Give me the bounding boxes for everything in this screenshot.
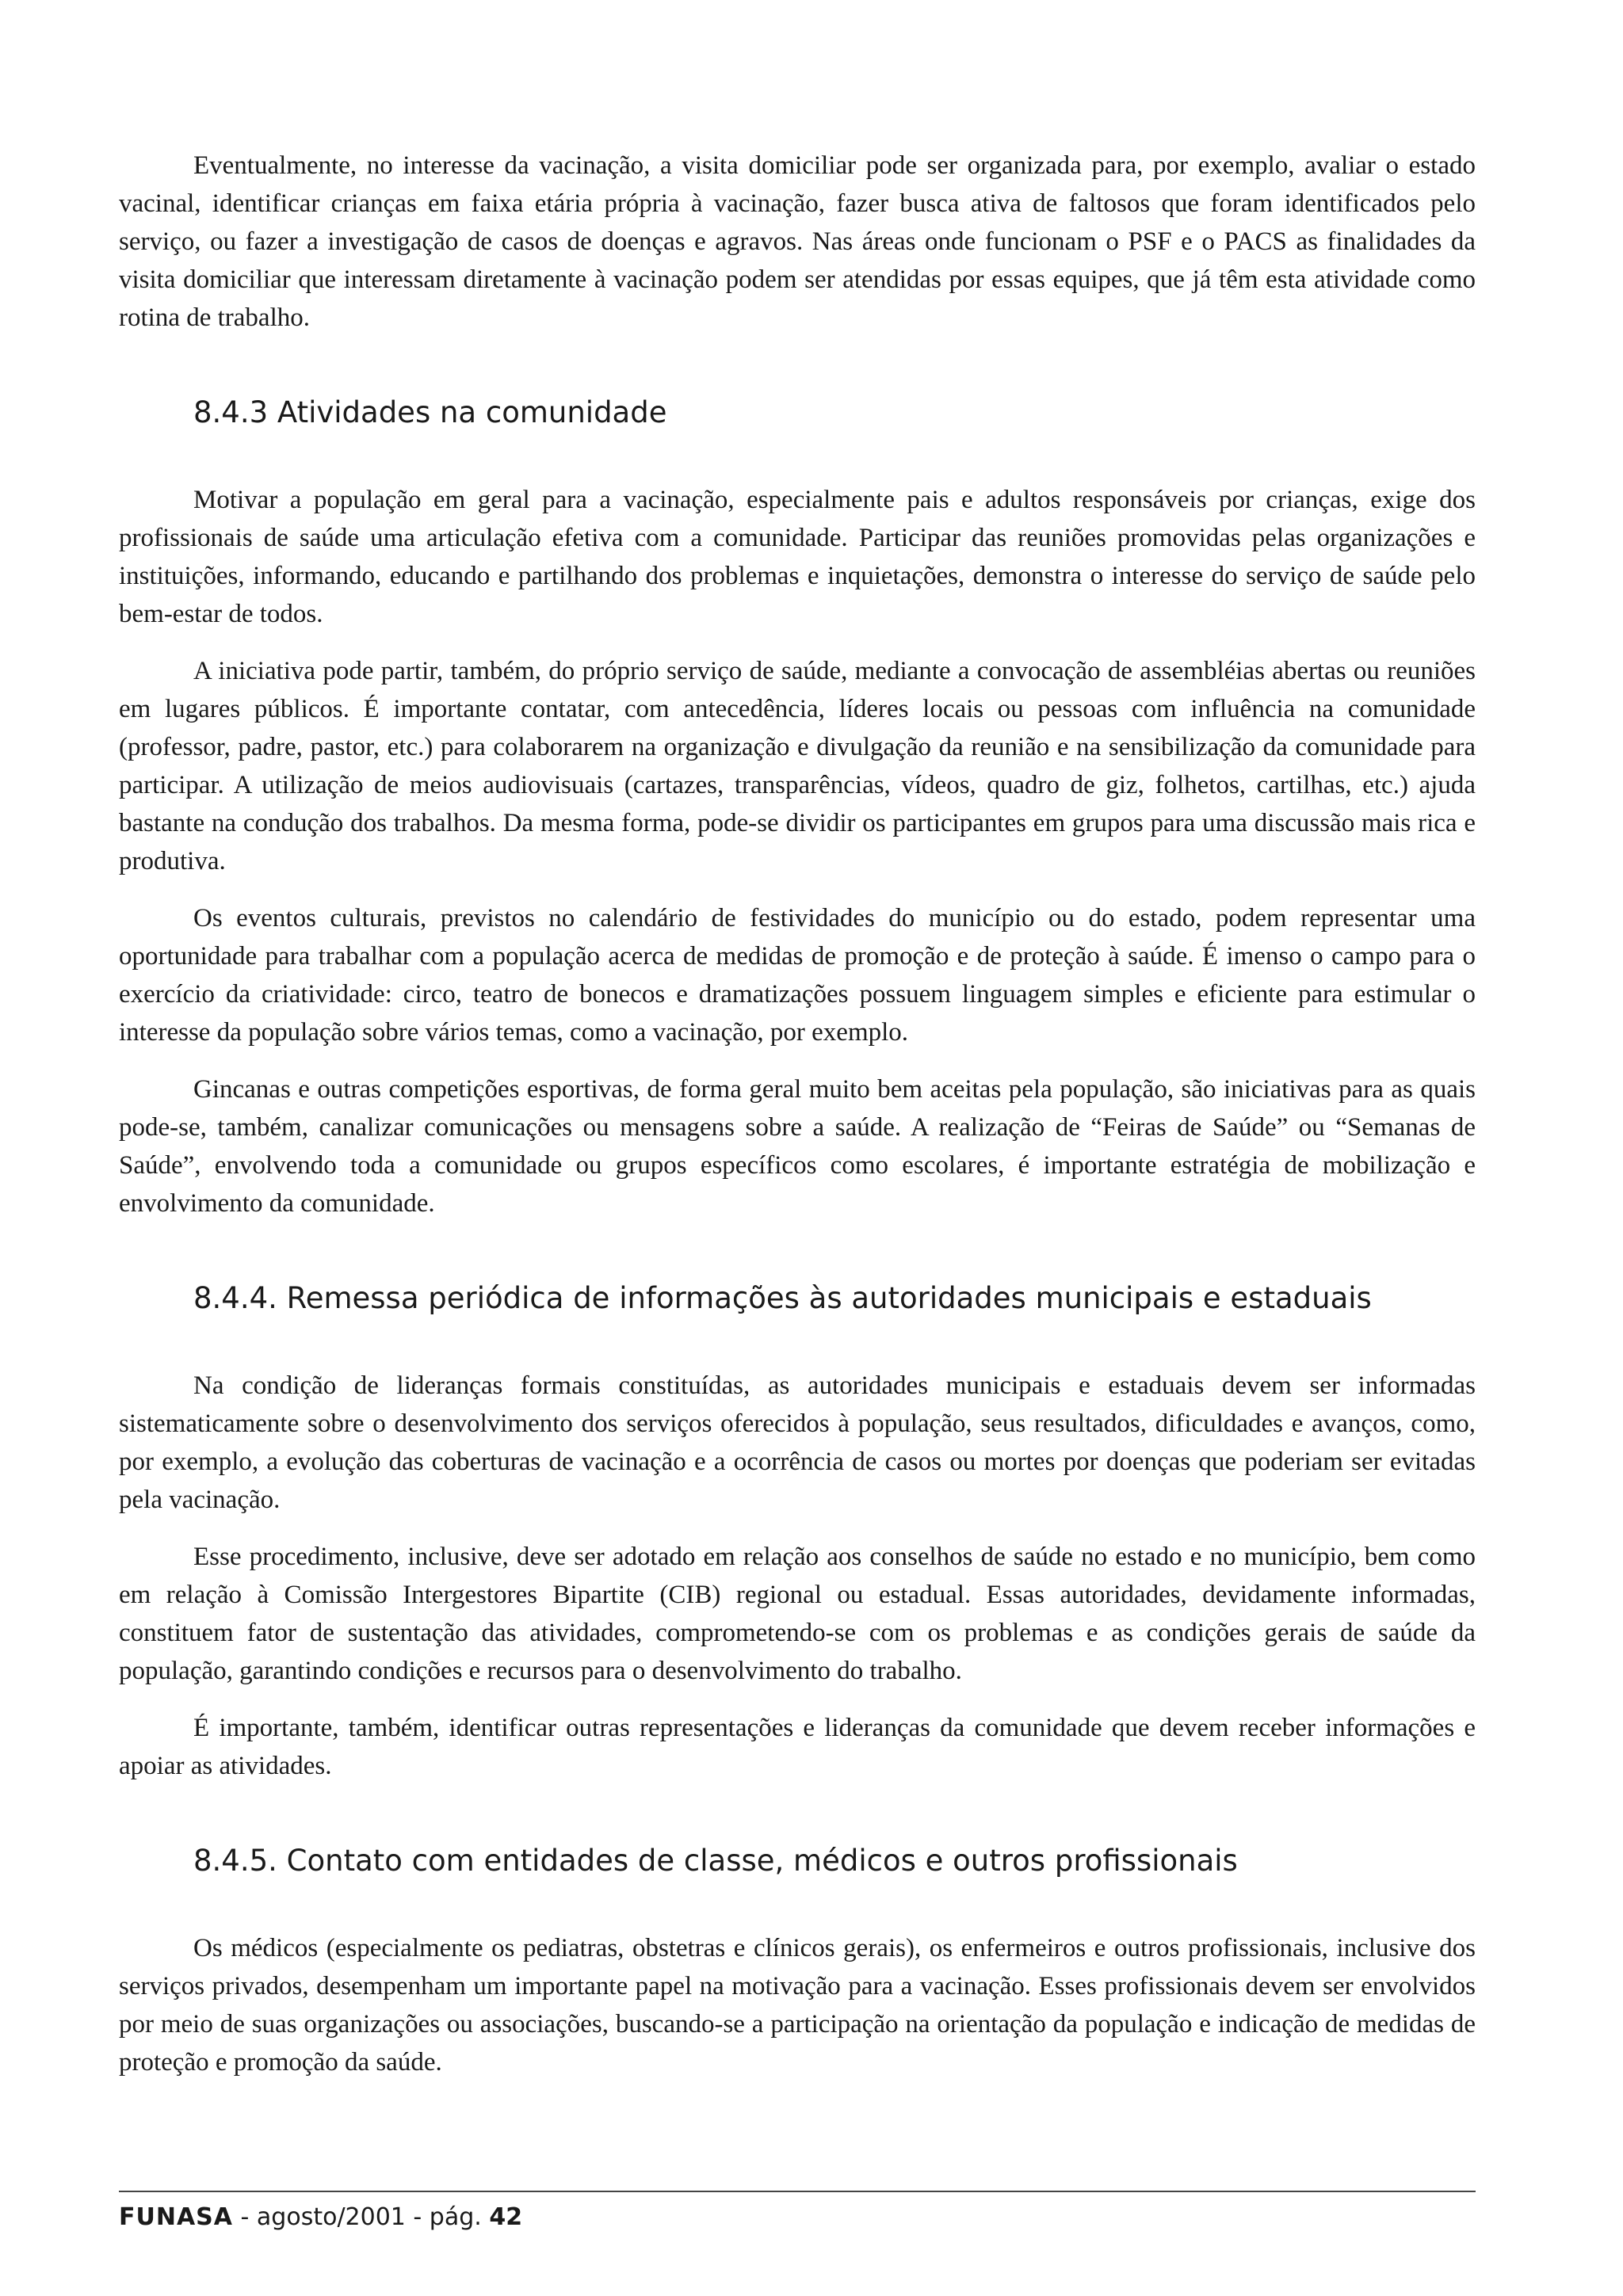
section-heading-8-4-5: 8.4.5. Contato com entidades de classe, médicos e outros profissionais: [193, 1844, 1238, 1878]
footer-date: - agosto/2001 - pág.: [233, 2203, 490, 2231]
section-heading-8-4-4: 8.4.4. Remessa periódica de informações às autoridades municipais e estaduais: [193, 1281, 1372, 1315]
page-footer: [119, 2191, 1476, 2232]
paragraph: Os médicos (especialmente os pediatras, obstetras e clínicos gerais), os enfermeiros e outros profissionais, inclusive dos serviços privados, desempenham um importante papel na motivação para a vacinação. Esses profissionais devem ser envolvidos por meio de suas organizações ou associações, buscando-se a participação na orientação da população e indicação de medidas de proteção e promoção da saúde.: [119, 1934, 1476, 2077]
paragraph: Os eventos culturais, previstos no calendário de festividades do município ou do estado, podem representar uma oportunidade para trabalhar com a população acerca de medidas de promoção e de proteção à saúde. É imenso o campo para o exercício da criatividade: circo, teatro de bonecos e dramatizações possuem linguagem simples e eficiente para estimular o interesse da população sobre vários temas, como a vacinação, por exemplo.: [119, 904, 1476, 1047]
document-body: [119, 147, 1476, 2100]
section-heading-8-4-3: 8.4.3 Atividades na comunidade: [193, 395, 667, 429]
paragraph: Gincanas e outras competições esportivas, de forma geral muito bem aceitas pela população, são iniciativas para as quais pode-se, também, canalizar comunicações ou mensagens sobre a saúde. A realização de “Feiras de Saúde” ou “Semanas de Saúde”, envolvendo toda a comunidade ou grupos específicos como escolares, é importante estratégia de mobilização e envolvimento da comunidade.: [119, 1075, 1476, 1218]
footer-brand: FUNASA: [119, 2203, 234, 2231]
paragraph: É importante, também, identificar outras representações e lideranças da comunidade que devem receber informações e apoiar as atividades.: [119, 1714, 1476, 1780]
paragraph: Motivar a população em geral para a vacinação, especialmente pais e adultos responsáveis por crianças, exige dos profissionais de saúde uma articulação efetiva com a comunidade. Participar das reuniões promovidas pelas organizações e instituições, informando, educando e partilhando dos problemas e inquietações, demonstra o interesse do serviço de saúde pelo bem-estar de todos.: [119, 486, 1476, 628]
footer-page-number: 42: [489, 2203, 523, 2231]
paragraph: A iniciativa pode partir, também, do próprio serviço de saúde, mediante a convocação de assembléias abertas ou reuniões em lugares públicos. É importante contatar, com antecedência, líderes locais ou pessoas com influência na comunidade (professor, padre, pastor, etc.) para colaborarem na organização e divulgação da reunião e na sensibilização da comunidade para participar. A utilização de meios audiovisuais (cartazes, transparências, vídeos, quadro de giz, folhetos, cartilhas, etc.) ajuda bastante na condução dos trabalhos. Da mesma forma, pode-se dividir os participantes em grupos para uma discussão mais rica e produtiva.: [119, 657, 1476, 875]
paragraph: Eventualmente, no interesse da vacinação, a visita domiciliar pode ser organizada para, por exemplo, avaliar o estado vacinal, identificar crianças em faixa etária própria à vacinação, fazer busca ativa de faltosos que foram identificados pelo serviço, ou fazer a investigação de casos de doenças e agravos. Nas áreas onde funcionam o PSF e o PACS as finalidades da visita domiciliar que interessam diretamente à vacinação podem ser atendidas por essas equipes, que já têm esta atividade como rotina de trabalho.: [119, 151, 1476, 332]
paragraph: Esse procedimento, inclusive, deve ser adotado em relação aos conselhos de saúde no estado e no município, bem como em relação à Comissão Intergestores Bipartite (CIB) regional ou estadual. Essas autoridades, devidamente informadas, constituem fator de sustentação das atividades, comprometendo-se com os problemas e as condições gerais de saúde da população, garantindo condições e recursos para o desenvolvimento do trabalho.: [119, 1543, 1476, 1685]
paragraph: Na condição de lideranças formais constituídas, as autoridades municipais e estaduais devem ser informadas sistematicamente sobre o desenvolvimento dos serviços oferecidos à população, seus resultados, dificuldades e avanços, como, por exemplo, a evolução das coberturas de vacinação e a ocorrência de casos ou mortes por doenças que poderiam ser evitadas pela vacinação.: [119, 1371, 1476, 1514]
